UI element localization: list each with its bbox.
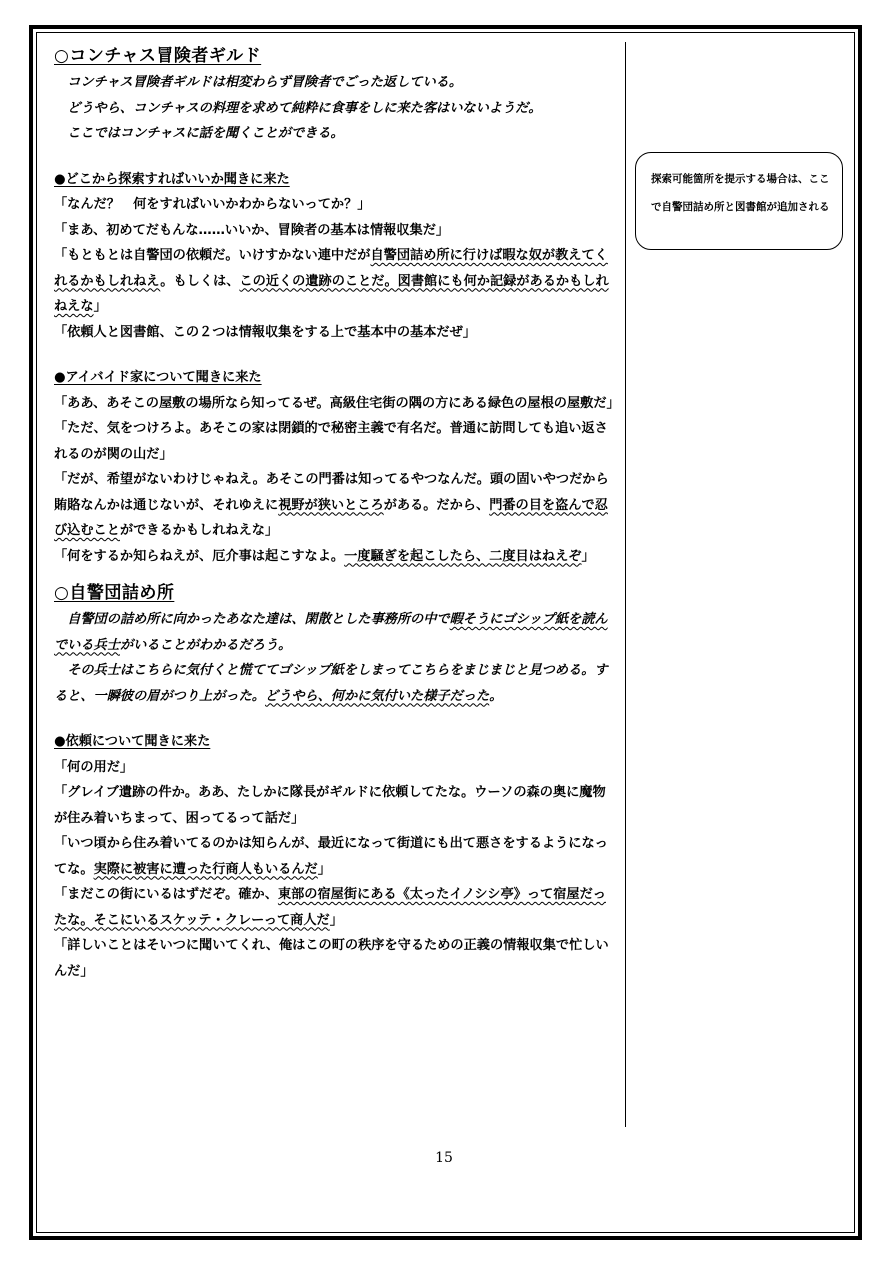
dialogue-line xyxy=(54,544,618,570)
dialogue-line xyxy=(54,831,618,882)
dialogue-text: 「もともとは自警団の依頼だ。いけすかない連中だが xyxy=(54,248,371,263)
dialogue-line: 「グレイブ遺跡の件か。ああ、たしかに隊長がギルドに依頼してたな。ウーソの森の奥に魔物が住み着いちまって、困ってるって話だ」 xyxy=(54,785,606,826)
office-narration-1 xyxy=(54,607,618,658)
side-note: 探索可能箇所を提示する場合は、ここで自警団詰め所と図書館が追加される xyxy=(635,152,843,250)
hint-text: 一度騒ぎを起こしたら、二度目はねえぞ xyxy=(344,548,582,564)
dialogue-text: 」 xyxy=(317,861,331,877)
narration-text: 。 xyxy=(489,688,503,704)
guild-narration-2: どうやら、コンチャスの料理を求めて純粋に食事をしに来た客はいないようだ。 xyxy=(67,100,542,116)
main-column xyxy=(54,42,618,984)
narration-text: がいることがわかるだろう。 xyxy=(119,637,292,653)
hint-text: 自警団詰め所に行けば暇な奴が教えてくれるかもしれねえ xyxy=(54,248,608,289)
topic-heading-where-to-explore: ●どこから探索すればいいか聞きに来た xyxy=(54,171,290,187)
dialogue-text: 「いつ頃から住み着いてるのかは知らんが、最近になって街道にも出て悪さをするようになってな。 xyxy=(54,836,608,877)
guild-narration-1: コンチャス冒険者ギルドは相変わらず冒険者でごった返している。 xyxy=(67,75,463,90)
topic-heading-aibaido-house: ●アイバイド家について聞きに来た xyxy=(54,370,262,385)
hint-text: 東部の宿屋街にある《太ったイノシシ亭》って宿屋だったな。そこにいるスケッテ・クレーって商人だ xyxy=(54,887,606,928)
dialogue-line xyxy=(54,243,618,320)
guild-narration-3: ここではコンチャスに話を聞くことができる。 xyxy=(67,126,344,141)
hint-text: 視野が狭いところ xyxy=(278,497,384,513)
dialogue-line: 「ああ、あそこの屋敷の場所なら知ってるぜ。高級住宅街の隅の方にある緑色の屋根の屋敷だ」 xyxy=(54,395,620,411)
dialogue-text: 。もしくは、 xyxy=(160,273,240,289)
dialogue-text: 「だが、希望がないわけじゃねえ。あそこの門番は知ってるやつなんだ。頭の固いやつだから賄賂なんかは通じないが、それゆえに xyxy=(54,472,609,513)
dialogue-text: ができるかもしれねえな」 xyxy=(119,523,279,538)
page-number: 15 xyxy=(435,1150,453,1166)
dialogue-line: 「依頼人と図書館、この２つは情報収集をする上で基本中の基本だぜ」 xyxy=(54,324,476,340)
narration-text: 自警団の詰め所に向かったあなた達は、閑散とした事務所の中で xyxy=(67,612,450,627)
dialogue-line: 「何の用だ」 xyxy=(54,759,134,775)
dialogue-line: 「ただ、気をつけろよ。あそこの家は閉鎖的で秘密主義で有名だ。普通に訪問しても追い返されるのが関の山だ」 xyxy=(54,421,608,462)
dialogue-text: 」 xyxy=(329,912,343,928)
column-divider xyxy=(625,42,626,1127)
dialogue-text: 「何をするか知らねえが、厄介事は起こすなよ。 xyxy=(54,548,345,564)
dialogue-line xyxy=(54,882,618,933)
topic-heading-about-request: ●依頼について聞きに来た xyxy=(54,734,211,749)
dialogue-text: 」 xyxy=(93,299,107,314)
dialogue-text: がある。だから、 xyxy=(383,497,490,513)
dialogue-text: 「まだこの街にいるはずだぞ。確か、 xyxy=(54,887,278,902)
hint-text: 実際に被害に遭った行商人もいるんだ xyxy=(93,861,318,877)
office-narration-2 xyxy=(54,658,618,709)
section-title-vigilante-office: ○自警団詰め所 xyxy=(54,583,175,603)
dialogue-line: 「まあ、初めてだもんな……いいか、冒険者の基本は情報収集だ」 xyxy=(54,222,450,238)
section-title-guild: ○コンチャス冒険者ギルド xyxy=(54,46,262,66)
narration-text: その兵士はこちらに気付くと慌ててゴシップ紙をしまってこちらをまじまじと見つめる。すると、一瞬彼の眉がつり上がった。 xyxy=(54,663,608,704)
hint-text: 暇そうにゴシップ紙を読んでいる兵士 xyxy=(54,612,608,653)
dialogue-line: 「詳しいことはそいつに聞いてくれ、俺はこの町の秩序を守るための正義の情報収集で忙しいんだ」 xyxy=(54,938,609,979)
hint-text: 門番の目を盗んで忍び込むこと xyxy=(54,497,608,538)
hint-text: どうやら、何かに気付いた様子だった xyxy=(265,688,490,704)
dialogue-line xyxy=(54,467,618,544)
dialogue-line: 「なんだ？ 何をすればいいかわからないってか？」 xyxy=(54,197,371,212)
dialogue-text: 」 xyxy=(581,548,595,564)
hint-text: この近くの遺跡のことだ。図書館にも何か記録があるかもしれねえな xyxy=(54,273,609,314)
